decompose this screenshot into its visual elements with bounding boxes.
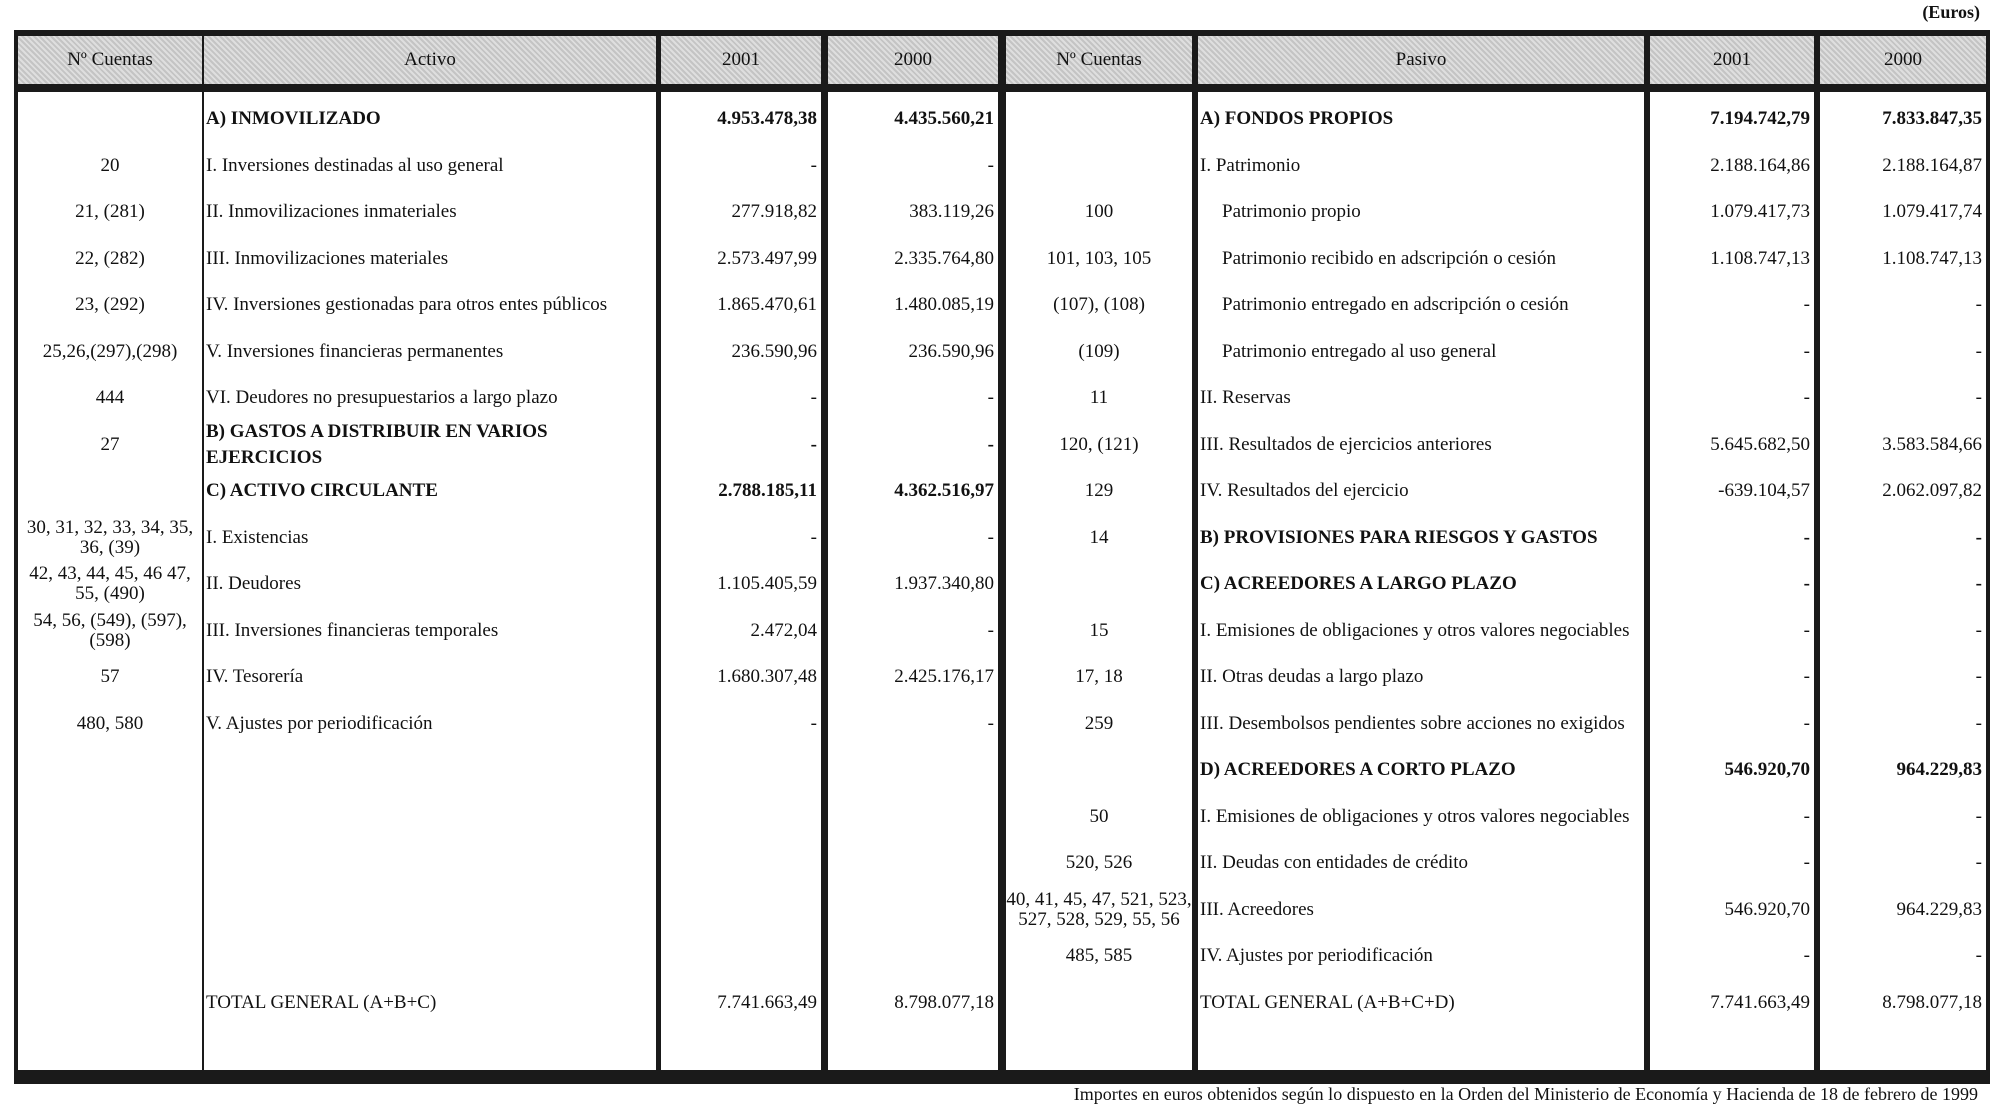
left-row-v2000: -	[987, 526, 994, 548]
right-header-pasivo: Pasivo	[1198, 36, 1644, 84]
right-header-accounts: Nº Cuentas	[1006, 36, 1192, 84]
right-row-v2000: 964.229,83	[1896, 898, 1982, 920]
right-row-accounts: (109)	[1078, 340, 1120, 362]
right-row-label: III. Acreedores	[1200, 898, 1314, 920]
left-row-v2000: -	[987, 712, 994, 734]
right-row-accounts: 101, 103, 105	[1046, 247, 1152, 269]
left-row-label: II. Deudores	[206, 573, 301, 594]
right-row-v2000: -	[1975, 666, 1982, 687]
right-row-v2000: 2.188.164,87	[1882, 154, 1982, 176]
right-header-v2001: 2001	[1650, 36, 1814, 84]
right-row-v2001: 1.108.747,13	[1710, 247, 1810, 269]
left-row-v2001: -	[810, 387, 817, 408]
right-row-v2001: -	[1803, 805, 1810, 827]
right-row-v2001: -	[1803, 666, 1810, 687]
right-row-accounts: 15	[1089, 619, 1109, 641]
left-header-accounts: Nº Cuentas	[18, 36, 202, 84]
left-row-v2001: -	[810, 154, 817, 176]
left-row-accounts: 42, 43, 44, 45, 46 47, 55, (490)	[29, 563, 191, 604]
right-row-label: C) ACREEDORES A LARGO PLAZO	[1200, 573, 1517, 594]
footnote: Importes en euros obtenidos según lo dispuesto en la Orden del Ministerio de Economía y Hacienda de 18 de febrero de 1999	[1073, 1084, 1978, 1104]
right-row-v2000: -	[1975, 852, 1982, 873]
left-row-accounts: 444	[95, 387, 125, 408]
right-row-label: D) ACREEDORES A CORTO PLAZO	[1200, 759, 1516, 780]
right-row-label: II. Reservas	[1200, 387, 1291, 408]
right-row-v2001: 5.645.682,50	[1710, 433, 1810, 455]
right-row-label: TOTAL GENERAL (A+B+C+D)	[1200, 991, 1455, 1013]
right-row-v2000: 3.583.584,66	[1882, 433, 1982, 455]
right-row-label: IV. Resultados del ejercicio	[1200, 480, 1409, 501]
left-row-accounts: 54, 56, (549), (597), (598)	[33, 609, 187, 651]
right-row-accounts: 520, 526	[1065, 852, 1133, 873]
units-label: (Euros)	[1922, 2, 1980, 22]
left-row-v2000: 236.590,96	[908, 340, 994, 362]
left-row-accounts	[18, 468, 202, 514]
right-row-v2000: -	[1975, 573, 1982, 594]
left-row-label: V. Inversiones financieras permanentes	[206, 340, 504, 362]
left-row-v2001: 277.918,82	[731, 201, 817, 222]
right-row-v2001: -	[1803, 294, 1810, 315]
right-row-label: Patrimonio recibido en adscripción o cesión	[1222, 247, 1556, 269]
right-row-v2000: 1.079.417,74	[1882, 201, 1982, 222]
right-row-accounts	[1006, 143, 1192, 189]
right-row-accounts	[1006, 561, 1192, 607]
right-row-accounts: 129	[1084, 480, 1114, 501]
right-row-accounts: 120, (121)	[1059, 433, 1139, 455]
left-row-v2001: 1.680.307,48	[717, 666, 817, 687]
right-row-v2001: -	[1803, 945, 1810, 966]
right-row-v2001: 2.188.164,86	[1710, 154, 1810, 176]
left-row-label: I. Inversiones destinadas al uso general	[206, 154, 504, 176]
right-row-v2000: -	[1975, 945, 1982, 966]
right-row-v2001: 546.920,70	[1724, 898, 1810, 920]
left-row-v2001: 236.590,96	[731, 340, 817, 362]
right-row-label: I. Emisiones de obligaciones y otros valores negociables	[1200, 805, 1630, 827]
right-row-accounts: 11	[1089, 387, 1109, 408]
right-row-v2000: 2.062.097,82	[1882, 480, 1982, 501]
left-row-v2000: 8.798.077,18	[894, 991, 994, 1013]
right-row-v2000: -	[1975, 712, 1982, 734]
right-row-v2000: -	[1975, 340, 1982, 362]
left-row-v2001: 4.953.478,38	[717, 108, 817, 129]
left-row-v2001: -	[810, 433, 817, 455]
left-row-v2001: 2.472,04	[750, 619, 817, 641]
left-row-v2000: 2.335.764,80	[894, 247, 994, 269]
left-row-v2001: -	[810, 712, 817, 734]
right-row-accounts: 14	[1089, 526, 1109, 548]
right-row-accounts: 50	[1089, 805, 1109, 827]
right-row-label: Patrimonio entregado en adscripción o cesión	[1222, 294, 1569, 315]
left-row-v2001: 2.573.497,99	[717, 247, 817, 269]
balance-sheet-table	[14, 30, 1990, 1084]
right-row-v2001: -639.104,57	[1718, 480, 1810, 501]
right-row-v2000: 1.108.747,13	[1882, 247, 1982, 269]
right-row-accounts: (107), (108)	[1053, 294, 1145, 315]
right-row-label: III. Desembolsos pendientes sobre acciones no exigidos	[1200, 712, 1625, 734]
left-row-accounts: 27	[100, 433, 120, 455]
right-row-accounts	[1006, 980, 1192, 1026]
right-header-v2000: 2000	[1820, 36, 1986, 84]
right-row-v2001: -	[1803, 387, 1810, 408]
left-row-accounts: 21, (281)	[75, 201, 145, 222]
left-row-v2000: 4.435.560,21	[894, 108, 994, 129]
right-row-label: III. Resultados de ejercicios anteriores	[1200, 433, 1492, 455]
right-row-label: II. Deudas con entidades de crédito	[1200, 852, 1469, 873]
right-row-v2001: -	[1803, 573, 1810, 594]
right-row-v2000: -	[1975, 619, 1982, 641]
right-row-v2001: 7.194.742,79	[1710, 108, 1810, 129]
left-row-accounts: 23, (292)	[75, 294, 145, 315]
left-header-activo: Activo	[204, 36, 656, 84]
right-row-accounts: 40, 41, 45, 47, 521, 523, 527, 528, 529, 55, 56	[1006, 888, 1192, 930]
left-row-v2000: -	[987, 387, 994, 408]
left-header-v2001: 2001	[661, 36, 821, 84]
left-row-label: A) INMOVILIZADO	[206, 108, 381, 129]
right-row-label: IV. Ajustes por periodificación	[1200, 945, 1433, 966]
right-row-label: Patrimonio entregado al uso general	[1222, 340, 1497, 362]
right-row-label: II. Otras deudas a largo plazo	[1200, 666, 1424, 687]
left-row-accounts: 480, 580	[76, 712, 144, 734]
right-row-label: I. Emisiones de obligaciones y otros valores negociables	[1200, 619, 1630, 641]
left-row-accounts	[18, 96, 202, 142]
right-row-label: Patrimonio propio	[1222, 201, 1361, 222]
right-row-accounts	[1006, 747, 1192, 793]
right-row-v2001: -	[1803, 526, 1810, 548]
left-row-label: I. Existencias	[206, 526, 309, 548]
right-row-accounts	[1006, 96, 1192, 142]
right-row-v2000: 8.798.077,18	[1882, 991, 1982, 1013]
left-row-accounts: 25,26,(297),(298)	[42, 340, 178, 362]
left-row-v2000: -	[987, 433, 994, 455]
left-header-v2000: 2000	[828, 36, 998, 84]
left-row-label: VI. Deudores no presupuestarios a largo plazo	[206, 387, 558, 408]
left-row-label: C) ACTIVO CIRCULANTE	[206, 480, 438, 501]
left-row-v2000: 4.362.516,97	[894, 480, 994, 501]
right-row-accounts: 17, 18	[1075, 666, 1123, 687]
left-row-accounts: 57	[100, 666, 120, 687]
left-row-v2001: 1.865.470,61	[717, 294, 817, 315]
right-row-v2001: 1.079.417,73	[1710, 201, 1810, 222]
left-row-v2001: 2.788.185,11	[718, 480, 817, 501]
right-row-v2001: -	[1803, 712, 1810, 734]
right-row-v2000: -	[1975, 805, 1982, 827]
right-row-label: A) FONDOS PROPIOS	[1200, 108, 1394, 129]
left-row-label: IV. Tesorería	[206, 666, 304, 687]
right-row-v2001: 546.920,70	[1724, 759, 1810, 780]
right-row-accounts: 100	[1084, 201, 1114, 222]
left-row-v2000: 1.480.085,19	[894, 294, 994, 315]
left-row-v2000: -	[987, 154, 994, 176]
left-row-label: B) GASTOS A DISTRIBUIR EN VARIOS EJERCICIOS	[206, 420, 548, 468]
left-row-accounts: 30, 31, 32, 33, 34, 35, 36, (39)	[26, 516, 194, 558]
left-row-v2001: 7.741.663,49	[717, 991, 817, 1013]
right-row-v2001: 7.741.663,49	[1710, 991, 1810, 1013]
right-row-v2001: -	[1803, 619, 1810, 641]
left-row-label: III. Inmovilizaciones materiales	[206, 247, 449, 269]
left-row-v2001: 1.105.405,59	[717, 573, 817, 594]
right-row-v2000: -	[1975, 526, 1982, 548]
right-row-v2000: 7.833.847,35	[1882, 108, 1982, 129]
left-row-label: II. Inmovilizaciones inmateriales	[206, 201, 457, 222]
left-row-v2001: -	[810, 526, 817, 548]
right-row-accounts: 259	[1084, 712, 1114, 734]
left-row-v2000: 1.937.340,80	[894, 573, 994, 594]
left-row-accounts	[18, 980, 202, 1026]
left-row-label: V. Ajustes por periodificación	[206, 712, 433, 734]
left-row-label: III. Inversiones financieras temporales	[206, 619, 499, 641]
left-row-accounts: 22, (282)	[75, 247, 145, 269]
right-row-v2001: -	[1803, 340, 1810, 362]
right-row-v2000: -	[1975, 294, 1982, 315]
right-row-v2000: 964.229,83	[1896, 759, 1982, 780]
left-row-accounts: 20	[100, 154, 120, 176]
left-row-v2000: 2.425.176,17	[894, 666, 994, 687]
left-row-v2000: -	[987, 619, 994, 641]
right-row-v2000: -	[1975, 387, 1982, 408]
right-row-accounts: 485, 585	[1065, 945, 1133, 966]
right-row-label: I. Patrimonio	[1200, 154, 1301, 176]
left-row-label: TOTAL GENERAL (A+B+C)	[206, 991, 437, 1013]
left-row-label: IV. Inversiones gestionadas para otros entes públicos	[206, 294, 608, 315]
left-row-v2000: 383.119,26	[909, 201, 994, 222]
right-row-v2001: -	[1803, 852, 1810, 873]
right-row-label: B) PROVISIONES PARA RIESGOS Y GASTOS	[1200, 526, 1598, 548]
